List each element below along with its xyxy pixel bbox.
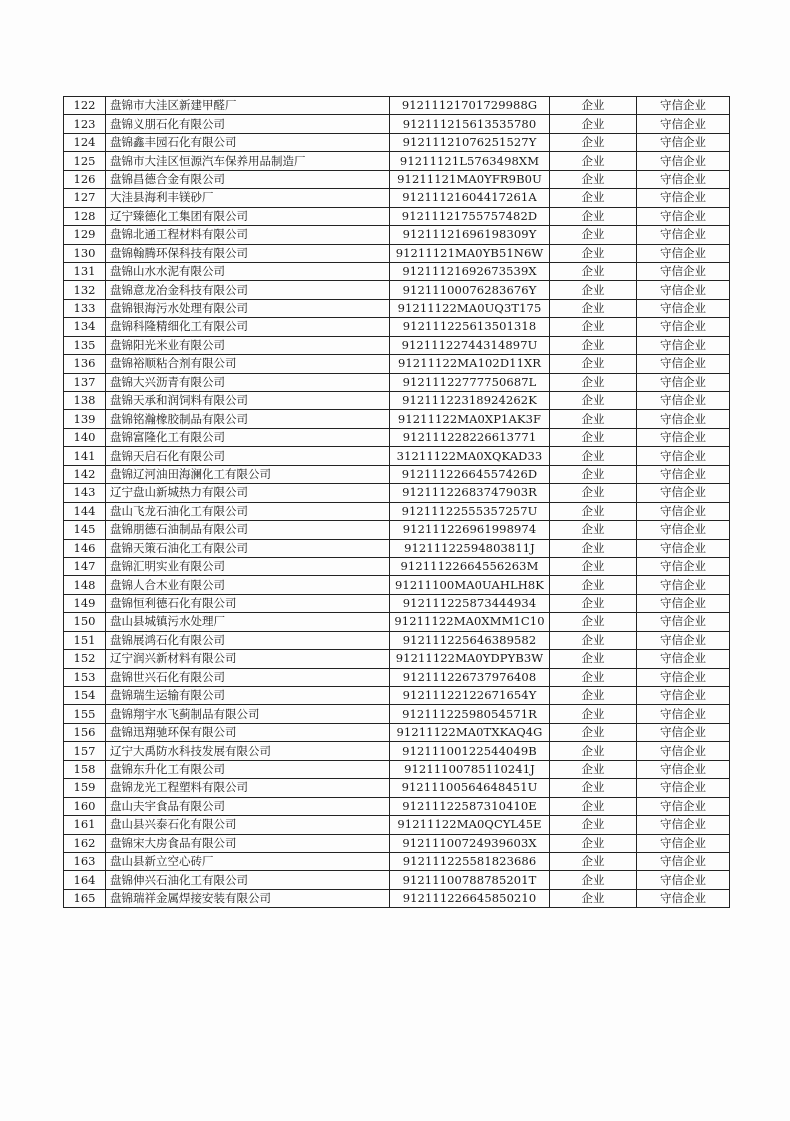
- credit-level-cell: 守信企业: [637, 281, 730, 299]
- entity-type-cell: 企业: [550, 613, 637, 631]
- credit-code-cell: 912111225581823686: [390, 852, 550, 870]
- entity-type-cell: 企业: [550, 115, 637, 133]
- row-number-cell: 138: [64, 392, 106, 410]
- table-row: [64, 336, 730, 354]
- credit-code-cell: 91211121MA0YFR9B0U: [390, 170, 550, 188]
- company-name-cell: 盘锦瑞生运输有限公司: [106, 687, 390, 705]
- credit-level-cell: 守信企业: [637, 576, 730, 594]
- credit-level-cell: 守信企业: [637, 207, 730, 225]
- entity-type-cell: 企业: [550, 262, 637, 280]
- credit-code-cell: 91211100122544049B: [390, 742, 550, 760]
- credit-code-cell: 91211121696198309Y: [390, 226, 550, 244]
- row-number-cell: 165: [64, 889, 106, 907]
- credit-code-cell: 91211122MA0XP1AK3F: [390, 410, 550, 428]
- row-number-cell: 147: [64, 557, 106, 575]
- company-name-cell: 盘锦昌德合金有限公司: [106, 170, 390, 188]
- entity-type-cell: 企业: [550, 889, 637, 907]
- credit-code-cell: 91211122318924262K: [390, 392, 550, 410]
- company-name-cell: 盘山县兴泰石化有限公司: [106, 816, 390, 834]
- company-name-cell: 盘锦朋德石油制品有限公司: [106, 521, 390, 539]
- row-number-cell: 122: [64, 97, 106, 115]
- entity-type-cell: 企业: [550, 410, 637, 428]
- credit-enterprise-table: [63, 96, 730, 908]
- row-number-cell: 141: [64, 447, 106, 465]
- credit-level-cell: 守信企业: [637, 742, 730, 760]
- credit-level-cell: 守信企业: [637, 465, 730, 483]
- table-row: [64, 742, 730, 760]
- row-number-cell: 161: [64, 816, 106, 834]
- company-name-cell: 盘锦银海污水处理有限公司: [106, 299, 390, 317]
- row-number-cell: 135: [64, 336, 106, 354]
- entity-type-cell: 企业: [550, 834, 637, 852]
- credit-code-cell: 91211121755757482D: [390, 207, 550, 225]
- table-row: [64, 465, 730, 483]
- entity-type-cell: 企业: [550, 465, 637, 483]
- table-row: [64, 613, 730, 631]
- table-row: [64, 373, 730, 391]
- row-number-cell: 143: [64, 484, 106, 502]
- credit-level-cell: 守信企业: [637, 521, 730, 539]
- table-row: [64, 631, 730, 649]
- table-row: [64, 760, 730, 778]
- table-row: [64, 226, 730, 244]
- row-number-cell: 140: [64, 428, 106, 446]
- credit-code-cell: 912111226645850210: [390, 889, 550, 907]
- credit-level-cell: 守信企业: [637, 852, 730, 870]
- credit-code-cell: 912111225613501318: [390, 318, 550, 336]
- entity-type-cell: 企业: [550, 392, 637, 410]
- credit-code-cell: 912111225646389582: [390, 631, 550, 649]
- company-name-cell: 辽宁盘山新城热力有限公司: [106, 484, 390, 502]
- credit-level-cell: 守信企业: [637, 723, 730, 741]
- table-row: [64, 871, 730, 889]
- credit-level-cell: 守信企业: [637, 668, 730, 686]
- credit-code-cell: 91211122MA0TXKAQ4G: [390, 723, 550, 741]
- entity-type-cell: 企业: [550, 152, 637, 170]
- company-name-cell: 盘锦汇明实业有限公司: [106, 557, 390, 575]
- table-row: [64, 594, 730, 612]
- table-row: [64, 484, 730, 502]
- entity-type-cell: 企业: [550, 133, 637, 151]
- credit-code-cell: 91211122683747903R: [390, 484, 550, 502]
- credit-level-cell: 守信企业: [637, 189, 730, 207]
- table-row: [64, 779, 730, 797]
- company-name-cell: 盘锦辽河油田海澜化工有限公司: [106, 465, 390, 483]
- entity-type-cell: 企业: [550, 650, 637, 668]
- table-body: [64, 97, 730, 908]
- credit-level-cell: 守信企业: [637, 373, 730, 391]
- entity-type-cell: 企业: [550, 779, 637, 797]
- company-name-cell: 盘山县城镇污水处理厂: [106, 613, 390, 631]
- entity-type-cell: 企业: [550, 97, 637, 115]
- company-name-cell: 盘锦义朋石化有限公司: [106, 115, 390, 133]
- table-row: [64, 189, 730, 207]
- table-row: [64, 355, 730, 373]
- table-row: [64, 428, 730, 446]
- row-number-cell: 145: [64, 521, 106, 539]
- table-row: [64, 299, 730, 317]
- credit-code-cell: 91211122587310410E: [390, 797, 550, 815]
- entity-type-cell: 企业: [550, 336, 637, 354]
- row-number-cell: 162: [64, 834, 106, 852]
- company-name-cell: 盘锦裕顺粘合剂有限公司: [106, 355, 390, 373]
- entity-type-cell: 企业: [550, 244, 637, 262]
- credit-code-cell: 91211122664557426D: [390, 465, 550, 483]
- table-row: [64, 410, 730, 428]
- credit-code-cell: 912111215613535780: [390, 115, 550, 133]
- row-number-cell: 139: [64, 410, 106, 428]
- row-number-cell: 133: [64, 299, 106, 317]
- table-row: [64, 668, 730, 686]
- company-name-cell: 盘锦伸兴石油化工有限公司: [106, 871, 390, 889]
- company-name-cell: 盘锦迅翔驰环保有限公司: [106, 723, 390, 741]
- credit-level-cell: 守信企业: [637, 779, 730, 797]
- credit-code-cell: 91211122555357257U: [390, 502, 550, 520]
- row-number-cell: 130: [64, 244, 106, 262]
- credit-level-cell: 守信企业: [637, 502, 730, 520]
- company-name-cell: 盘锦山水水泥有限公司: [106, 262, 390, 280]
- row-number-cell: 131: [64, 262, 106, 280]
- credit-level-cell: 守信企业: [637, 871, 730, 889]
- credit-code-cell: 91211121L5763498XM: [390, 152, 550, 170]
- credit-level-cell: 守信企业: [637, 447, 730, 465]
- row-number-cell: 136: [64, 355, 106, 373]
- credit-code-cell: 912111225873444934: [390, 594, 550, 612]
- company-name-cell: 辽宁大禹防水科技发展有限公司: [106, 742, 390, 760]
- table-row: [64, 889, 730, 907]
- row-number-cell: 132: [64, 281, 106, 299]
- company-name-cell: 盘锦意龙冶金科技有限公司: [106, 281, 390, 299]
- entity-type-cell: 企业: [550, 447, 637, 465]
- table-row: [64, 262, 730, 280]
- company-name-cell: 盘锦鑫丰园石化有限公司: [106, 133, 390, 151]
- credit-code-cell: 91211122594803811J: [390, 539, 550, 557]
- credit-level-cell: 守信企业: [637, 687, 730, 705]
- credit-code-cell: 31211122MA0XQKAD33: [390, 447, 550, 465]
- table-row: [64, 797, 730, 815]
- table-row: [64, 687, 730, 705]
- credit-level-cell: 守信企业: [637, 226, 730, 244]
- entity-type-cell: 企业: [550, 797, 637, 815]
- credit-code-cell: 91211100564648451U: [390, 779, 550, 797]
- credit-code-cell: 91211121604417261A: [390, 189, 550, 207]
- entity-type-cell: 企业: [550, 576, 637, 594]
- company-name-cell: 盘锦富隆化工有限公司: [106, 428, 390, 446]
- entity-type-cell: 企业: [550, 226, 637, 244]
- credit-level-cell: 守信企业: [637, 318, 730, 336]
- row-number-cell: 155: [64, 705, 106, 723]
- entity-type-cell: 企业: [550, 687, 637, 705]
- entity-type-cell: 企业: [550, 742, 637, 760]
- entity-type-cell: 企业: [550, 207, 637, 225]
- entity-type-cell: 企业: [550, 557, 637, 575]
- credit-code-cell: 91211100724939603X: [390, 834, 550, 852]
- table-row: [64, 816, 730, 834]
- company-name-cell: 盘锦天启石化有限公司: [106, 447, 390, 465]
- credit-level-cell: 守信企业: [637, 484, 730, 502]
- credit-level-cell: 守信企业: [637, 760, 730, 778]
- row-number-cell: 142: [64, 465, 106, 483]
- table-row: [64, 447, 730, 465]
- credit-level-cell: 守信企业: [637, 152, 730, 170]
- entity-type-cell: 企业: [550, 521, 637, 539]
- table-row: [64, 502, 730, 520]
- company-name-cell: 辽宁润兴新材料有限公司: [106, 650, 390, 668]
- row-number-cell: 134: [64, 318, 106, 336]
- table-row: [64, 97, 730, 115]
- row-number-cell: 160: [64, 797, 106, 815]
- row-number-cell: 124: [64, 133, 106, 151]
- credit-code-cell: 91211122MA102D11XR: [390, 355, 550, 373]
- entity-type-cell: 企业: [550, 484, 637, 502]
- table-row: [64, 723, 730, 741]
- table-row: [64, 133, 730, 151]
- credit-level-cell: 守信企业: [637, 355, 730, 373]
- row-number-cell: 127: [64, 189, 106, 207]
- credit-code-cell: 912111226961998974: [390, 521, 550, 539]
- company-name-cell: 盘锦瑞祥金属焊接安装有限公司: [106, 889, 390, 907]
- company-name-cell: 盘锦翔宇水飞蓟制品有限公司: [106, 705, 390, 723]
- entity-type-cell: 企业: [550, 281, 637, 299]
- entity-type-cell: 企业: [550, 631, 637, 649]
- table-row: [64, 852, 730, 870]
- credit-level-cell: 守信企业: [637, 705, 730, 723]
- company-name-cell: 盘山飞龙石油化工有限公司: [106, 502, 390, 520]
- table-row: [64, 152, 730, 170]
- company-name-cell: 盘锦北通工程材料有限公司: [106, 226, 390, 244]
- credit-code-cell: 91211122MA0YDPYB3W: [390, 650, 550, 668]
- entity-type-cell: 企业: [550, 760, 637, 778]
- company-name-cell: 盘锦龙光工程塑料有限公司: [106, 779, 390, 797]
- credit-code-cell: 91211100788785201T: [390, 871, 550, 889]
- row-number-cell: 150: [64, 613, 106, 631]
- credit-level-cell: 守信企业: [637, 889, 730, 907]
- company-name-cell: 辽宁臻德化工集团有限公司: [106, 207, 390, 225]
- row-number-cell: 151: [64, 631, 106, 649]
- credit-level-cell: 守信企业: [637, 557, 730, 575]
- company-name-cell: 大洼县海利丰镁砂厂: [106, 189, 390, 207]
- entity-type-cell: 企业: [550, 594, 637, 612]
- entity-type-cell: 企业: [550, 816, 637, 834]
- table-row: [64, 521, 730, 539]
- credit-code-cell: 91211122664556263M: [390, 557, 550, 575]
- credit-level-cell: 守信企业: [637, 650, 730, 668]
- row-number-cell: 156: [64, 723, 106, 741]
- company-name-cell: 盘山夫宇食品有限公司: [106, 797, 390, 815]
- credit-level-cell: 守信企业: [637, 428, 730, 446]
- table-row: [64, 281, 730, 299]
- entity-type-cell: 企业: [550, 373, 637, 391]
- company-name-cell: 盘锦翰腾环保科技有限公司: [106, 244, 390, 262]
- table-row: [64, 207, 730, 225]
- entity-type-cell: 企业: [550, 871, 637, 889]
- credit-code-cell: 91211122MA0UQ3T175: [390, 299, 550, 317]
- row-number-cell: 123: [64, 115, 106, 133]
- row-number-cell: 154: [64, 687, 106, 705]
- company-name-cell: 盘锦大兴沥青有限公司: [106, 373, 390, 391]
- credit-level-cell: 守信企业: [637, 613, 730, 631]
- company-name-cell: 盘锦铭瀚橡胶制品有限公司: [106, 410, 390, 428]
- row-number-cell: 164: [64, 871, 106, 889]
- credit-level-cell: 守信企业: [637, 262, 730, 280]
- credit-code-cell: 91211122598054571R: [390, 705, 550, 723]
- row-number-cell: 153: [64, 668, 106, 686]
- row-number-cell: 137: [64, 373, 106, 391]
- entity-type-cell: 企业: [550, 428, 637, 446]
- entity-type-cell: 企业: [550, 299, 637, 317]
- entity-type-cell: 企业: [550, 318, 637, 336]
- entity-type-cell: 企业: [550, 170, 637, 188]
- table-row: [64, 318, 730, 336]
- credit-code-cell: 91211122777750687L: [390, 373, 550, 391]
- row-number-cell: 158: [64, 760, 106, 778]
- table-row: [64, 170, 730, 188]
- row-number-cell: 126: [64, 170, 106, 188]
- company-name-cell: 盘锦宋大房食品有限公司: [106, 834, 390, 852]
- company-name-cell: 盘锦恒利德石化有限公司: [106, 594, 390, 612]
- row-number-cell: 149: [64, 594, 106, 612]
- credit-level-cell: 守信企业: [637, 97, 730, 115]
- entity-type-cell: 企业: [550, 668, 637, 686]
- credit-code-cell: 912111226737976408: [390, 668, 550, 686]
- credit-code-cell: 91211121692673539X: [390, 262, 550, 280]
- credit-code-cell: 91211121076251527Y: [390, 133, 550, 151]
- row-number-cell: 152: [64, 650, 106, 668]
- table-row: [64, 244, 730, 262]
- company-name-cell: 盘锦市大洼区恒源汽车保养用品制造厂: [106, 152, 390, 170]
- company-name-cell: 盘锦东升化工有限公司: [106, 760, 390, 778]
- company-name-cell: 盘锦人合木业有限公司: [106, 576, 390, 594]
- credit-level-cell: 守信企业: [637, 594, 730, 612]
- table-row: [64, 576, 730, 594]
- row-number-cell: 159: [64, 779, 106, 797]
- row-number-cell: 163: [64, 852, 106, 870]
- credit-code-cell: 91211121MA0YB51N6W: [390, 244, 550, 262]
- entity-type-cell: 企业: [550, 723, 637, 741]
- credit-code-cell: 91211100076283676Y: [390, 281, 550, 299]
- company-name-cell: 盘锦科隆精细化工有限公司: [106, 318, 390, 336]
- credit-level-cell: 守信企业: [637, 816, 730, 834]
- credit-code-cell: 91211122MA0QCYL45E: [390, 816, 550, 834]
- credit-level-cell: 守信企业: [637, 336, 730, 354]
- entity-type-cell: 企业: [550, 189, 637, 207]
- credit-level-cell: 守信企业: [637, 631, 730, 649]
- table-row: [64, 705, 730, 723]
- row-number-cell: 157: [64, 742, 106, 760]
- table-row: [64, 539, 730, 557]
- row-number-cell: 125: [64, 152, 106, 170]
- row-number-cell: 148: [64, 576, 106, 594]
- entity-type-cell: 企业: [550, 539, 637, 557]
- table-row: [64, 557, 730, 575]
- company-name-cell: 盘锦天承和润饲料有限公司: [106, 392, 390, 410]
- credit-level-cell: 守信企业: [637, 392, 730, 410]
- credit-level-cell: 守信企业: [637, 115, 730, 133]
- credit-level-cell: 守信企业: [637, 170, 730, 188]
- credit-code-cell: 91211100785110241J: [390, 760, 550, 778]
- row-number-cell: 146: [64, 539, 106, 557]
- credit-level-cell: 守信企业: [637, 133, 730, 151]
- credit-level-cell: 守信企业: [637, 797, 730, 815]
- credit-code-cell: 91211122MA0XMM1C10: [390, 613, 550, 631]
- table-row: [64, 115, 730, 133]
- credit-code-cell: 91211122744314897U: [390, 336, 550, 354]
- entity-type-cell: 企业: [550, 355, 637, 373]
- company-name-cell: 盘锦展鸿石化有限公司: [106, 631, 390, 649]
- credit-code-cell: 912111228226613771: [390, 428, 550, 446]
- table-row: [64, 650, 730, 668]
- row-number-cell: 129: [64, 226, 106, 244]
- credit-level-cell: 守信企业: [637, 410, 730, 428]
- credit-code-cell: 91211121701729988G: [390, 97, 550, 115]
- company-name-cell: 盘锦天策石油化工有限公司: [106, 539, 390, 557]
- company-name-cell: 盘锦市大洼区新建甲醛厂: [106, 97, 390, 115]
- credit-level-cell: 守信企业: [637, 539, 730, 557]
- entity-type-cell: 企业: [550, 502, 637, 520]
- credit-level-cell: 守信企业: [637, 834, 730, 852]
- credit-level-cell: 守信企业: [637, 244, 730, 262]
- table-row: [64, 392, 730, 410]
- entity-type-cell: 企业: [550, 852, 637, 870]
- credit-level-cell: 守信企业: [637, 299, 730, 317]
- company-name-cell: 盘山县新立空心砖厂: [106, 852, 390, 870]
- table-row: [64, 834, 730, 852]
- credit-code-cell: 91211100MA0UAHLH8K: [390, 576, 550, 594]
- entity-type-cell: 企业: [550, 705, 637, 723]
- credit-code-cell: 91211122122671654Y: [390, 687, 550, 705]
- company-name-cell: 盘锦世兴石化有限公司: [106, 668, 390, 686]
- row-number-cell: 144: [64, 502, 106, 520]
- row-number-cell: 128: [64, 207, 106, 225]
- company-name-cell: 盘锦阳光米业有限公司: [106, 336, 390, 354]
